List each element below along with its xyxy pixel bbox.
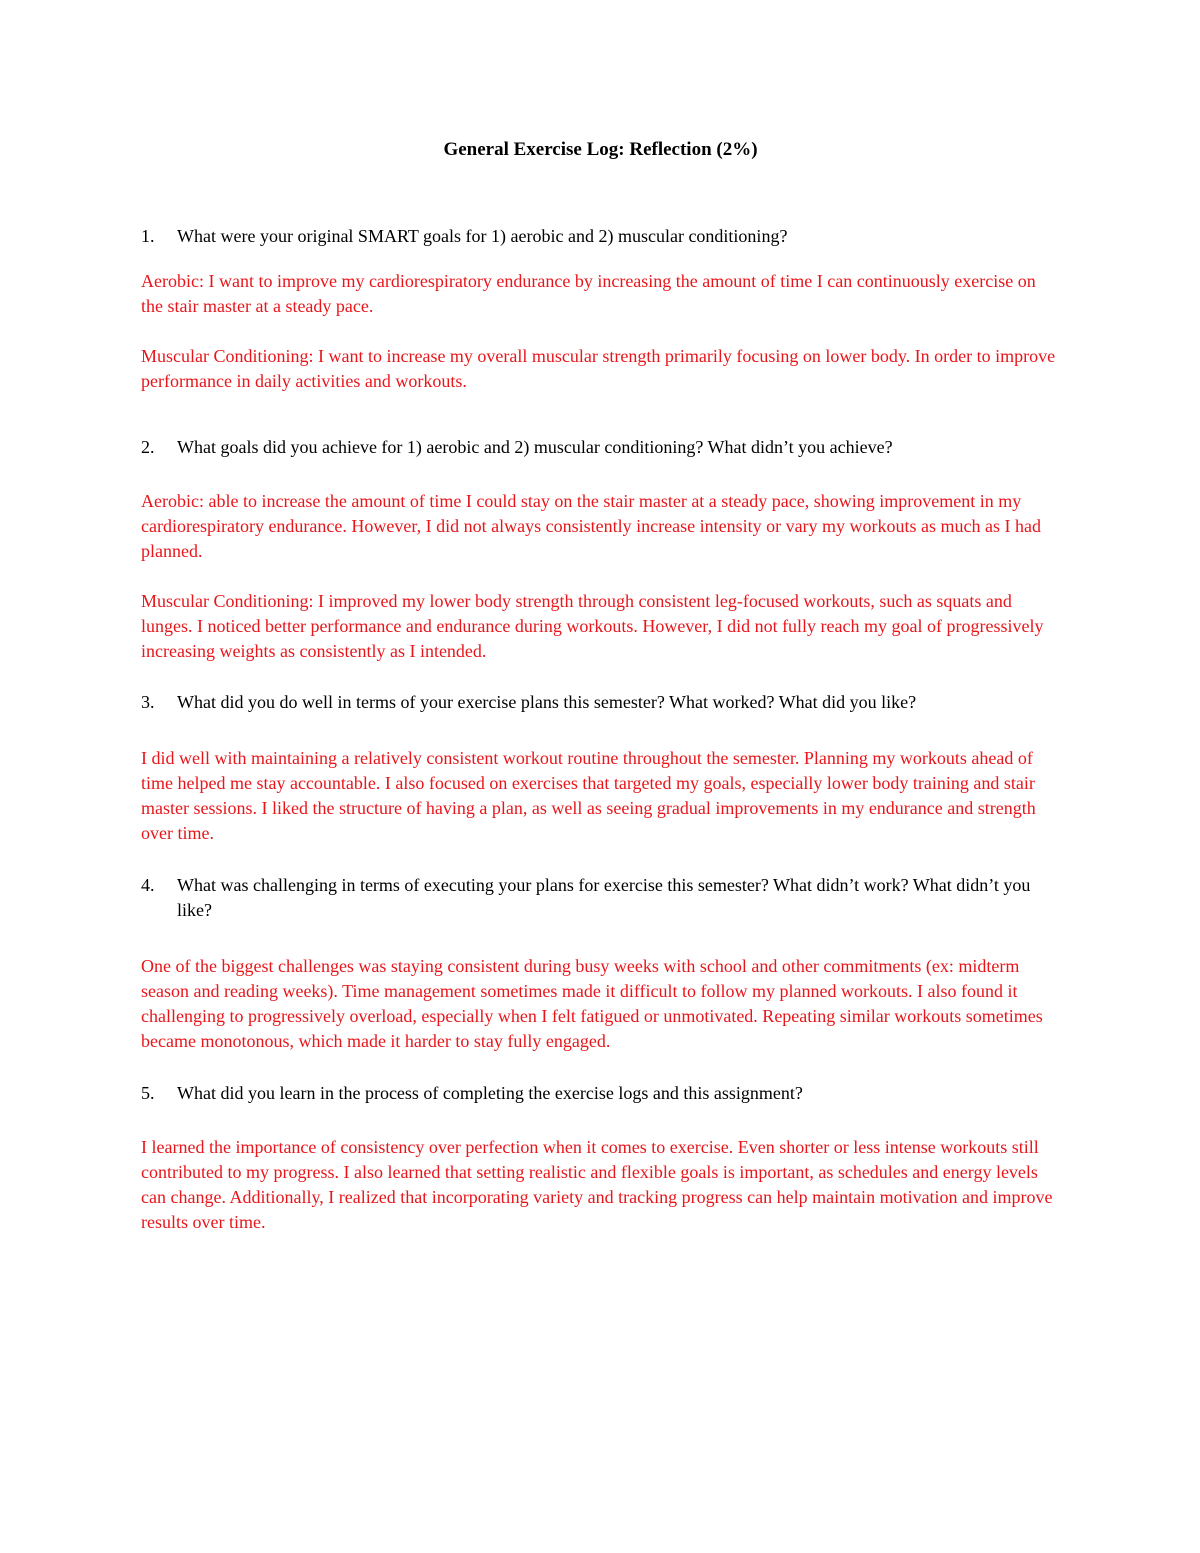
question-number: 4. xyxy=(141,875,155,895)
question-text: What did you learn in the process of completing the exercise logs and this assignment? xyxy=(177,1083,803,1103)
question-5 xyxy=(141,1081,1060,1106)
question-text: What were your original SMART goals for 1) aerobic and 2) muscular conditioning? xyxy=(177,226,788,246)
answer-1-aerobic: Aerobic: I want to improve my cardiorespiratory endurance by increasing the amount of time I can continuously exercise on the stair master at a steady pace. xyxy=(141,271,1036,316)
question-text: What did you do well in terms of your exercise plans this semester? What worked? What did you like? xyxy=(177,692,917,712)
question-2 xyxy=(141,435,1060,460)
answer-2-aerobic: Aerobic: able to increase the amount of time I could stay on the stair master at a steady pace, showing improvement in my cardiorespiratory endurance. However, I did not always consistently increase intensity or vary my workouts as much as I had planned. xyxy=(141,491,1042,561)
answer-3: I did well with maintaining a relatively consistent workout routine throughout the semester. Planning my workouts ahead of time helped me stay accountable. I also focused on exercises that targeted my goals, especially lower body training and stair master sessions. I liked the structure of having a plan, as well as seeing gradual improvements in my endurance and strength over time. xyxy=(141,748,1036,843)
answer-2-muscular: Muscular Conditioning: I improved my lower body strength through consistent leg-focused workouts, such as squats and lunges. I noticed better performance and endurance during workouts. However, I did not fully reach my goal of progressively increasing weights as consistently as I intended. xyxy=(141,591,1044,661)
question-text: What goals did you achieve for 1) aerobic and 2) muscular conditioning? What didn’t you achieve? xyxy=(177,437,893,457)
page-title: General Exercise Log: Reflection (2%) xyxy=(443,139,758,160)
question-1 xyxy=(141,224,1060,249)
question-number: 5. xyxy=(141,1083,155,1103)
question-text: What was challenging in terms of executing your plans for exercise this semester? What didn’t work? What didn’t you like? xyxy=(177,875,1031,920)
answer-5: I learned the importance of consistency over perfection when it comes to exercise. Even shorter or less intense workouts still contributed to my progress. I also learned that setting realistic and flexible goals is important, as schedules and energy levels can change. Additionally, I realized that incorporating variety and tracking progress can help maintain motivation and improve results over time. xyxy=(141,1137,1053,1232)
answer-1-muscular: Muscular Conditioning: I want to increase my overall muscular strength primarily focusing on lower body. In order to improve performance in daily activities and workouts. xyxy=(141,346,1056,391)
question-number: 3. xyxy=(141,692,155,712)
question-number: 1. xyxy=(141,226,155,246)
question-3 xyxy=(141,690,1060,715)
question-number: 2. xyxy=(141,437,155,457)
answer-4: One of the biggest challenges was staying consistent during busy weeks with school and other commitments (ex: midterm season and reading weeks). Time management sometimes made it difficult to follow my planned workouts. I also found it challenging to progressively overload, especially when I felt fatigued or unmotivated. Repeating similar workouts sometimes became monotonous, which made it harder to stay fully engaged. xyxy=(141,956,1043,1051)
question-4 xyxy=(141,873,1060,923)
